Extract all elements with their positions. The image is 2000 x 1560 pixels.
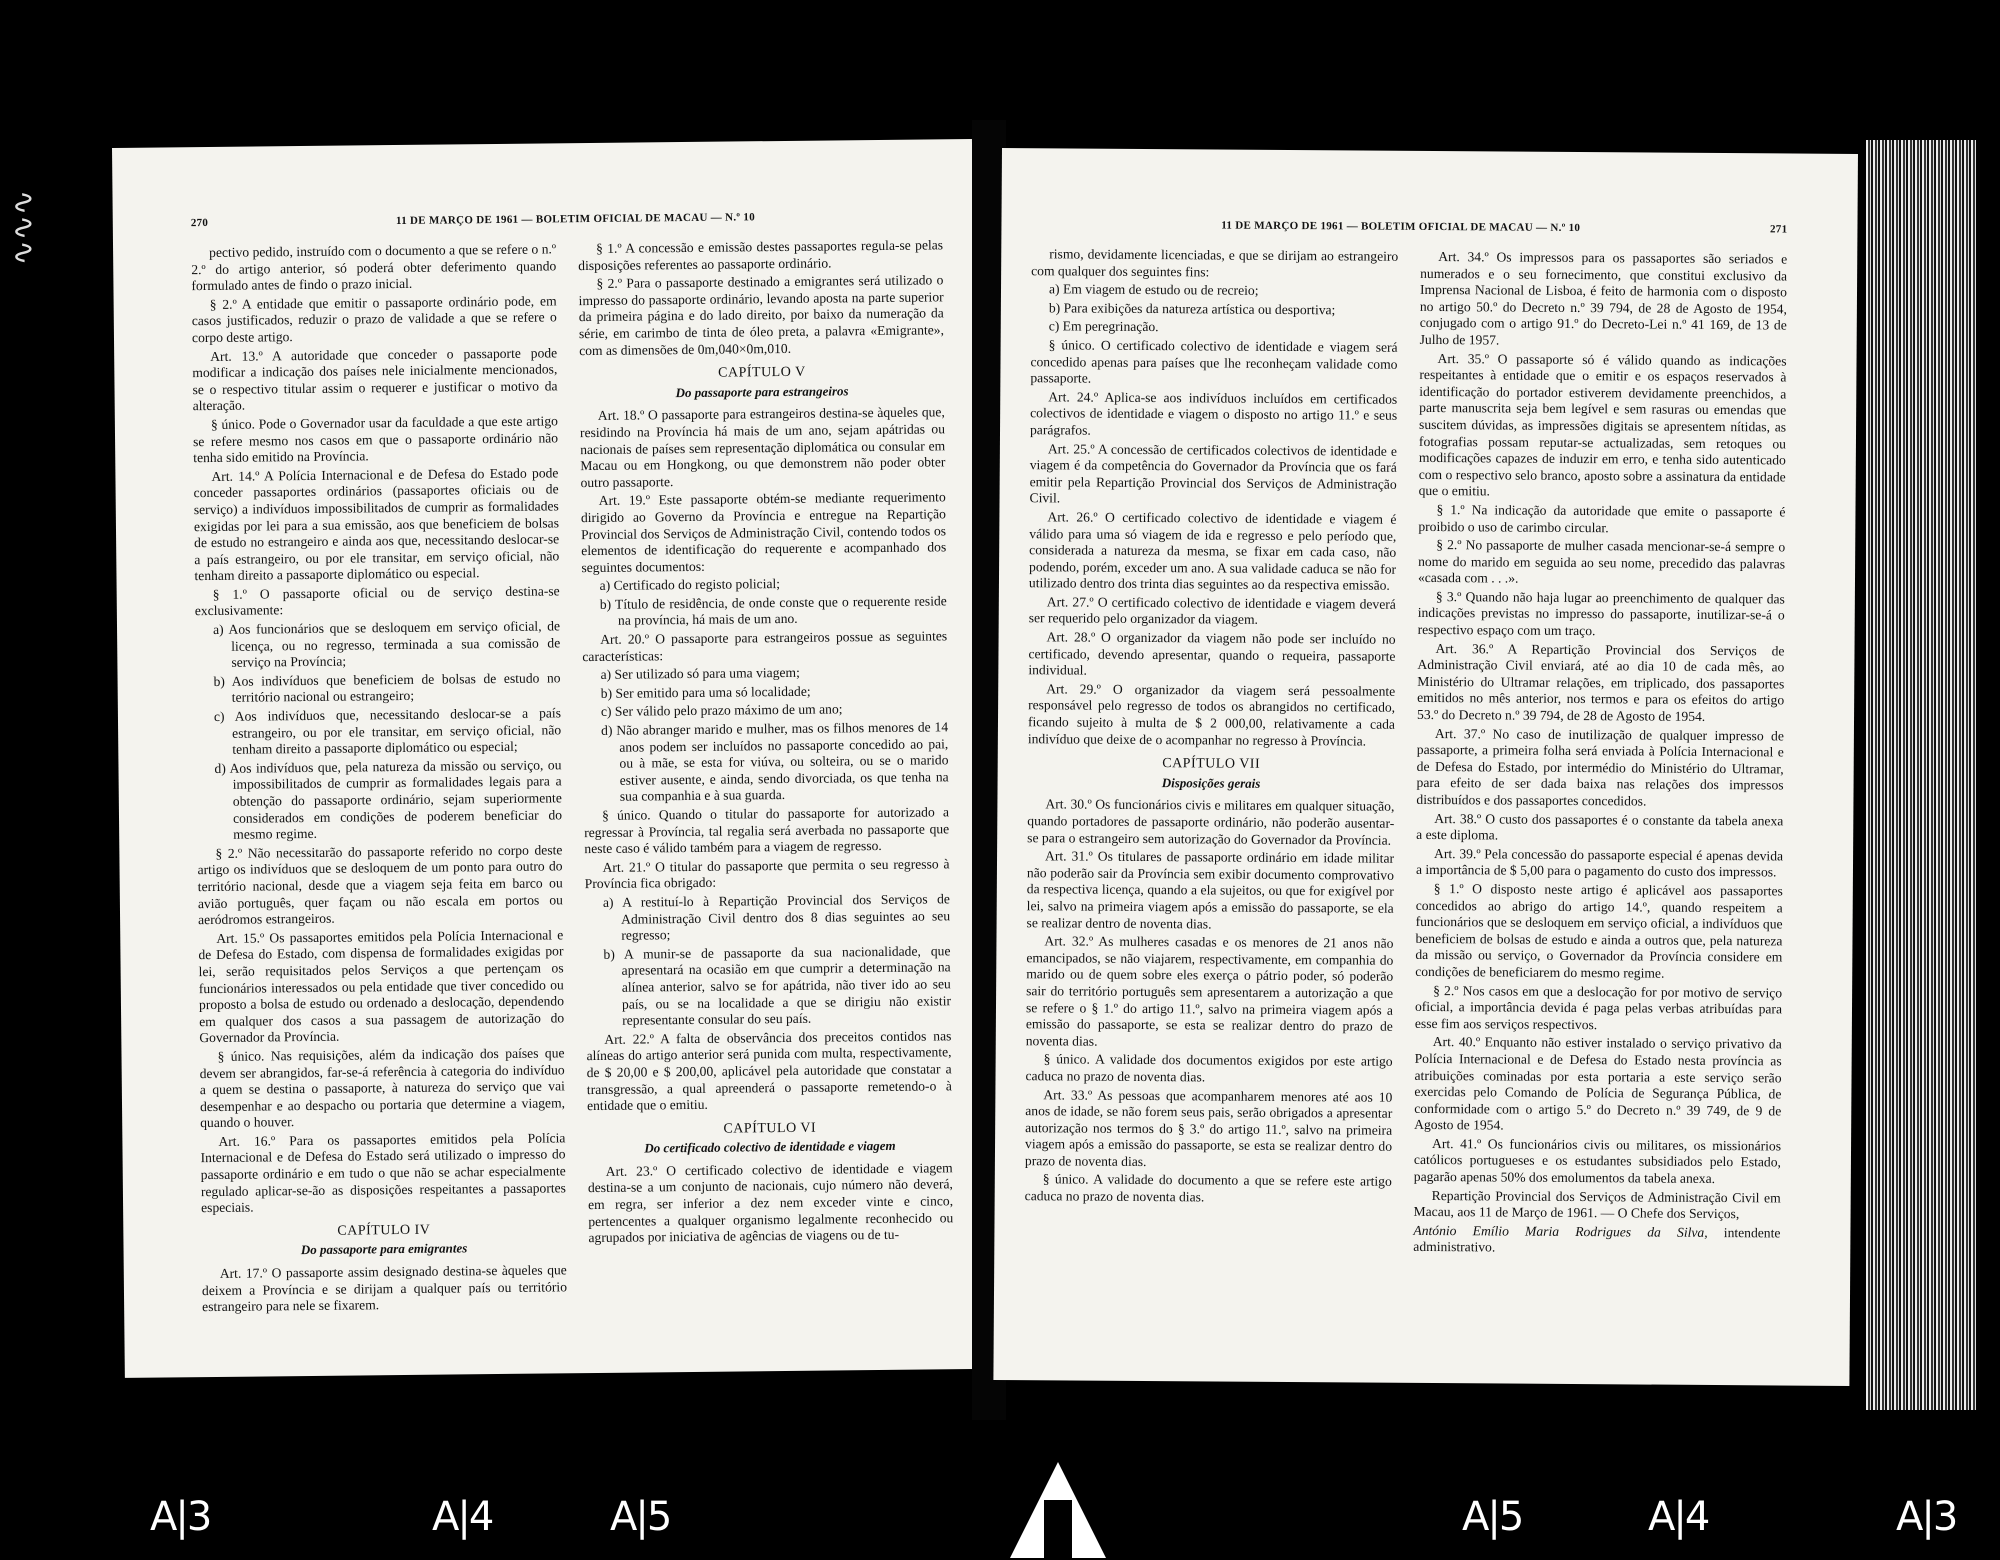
running-head-title: 11 DE MARÇO DE 1961 — BOLETIM OFICIAL DE MACAU — N.º 10 [395,211,756,228]
paragraph: c) Ser válido pelo prazo máximo de um ano; [600,701,843,720]
paragraph: § 1.º A concessão e emissão destes passaportes regula-se pelas disposições referentes ao passaporte ordinário. [578,237,944,273]
page-number: 271 [1769,223,1788,236]
paragraph: a) A restituí-lo à Repartição Provincial dos Serviços de Administração Civil dentro dos 8 dias seguintes ao seu regresso; [602,891,951,943]
paragraph: § 1.º O disposto neste artigo é aplicável aos passaportes concedidos ao abrigo do artigo 14.º, quando respeitem a funcionários que se desloquem em serviço oficial, a indivíduos que beneficiem de bolsas de estudo e ainda a outros que, pela natureza da missão ou serviço, o Governador da Província considere em condições de beneficiarem do mesmo regime. [1415,881,1783,981]
paragraph: Art. 31.º Os titulares de passaporte ordinário em idade militar não poderão sair da Província sem exibir documento comprovativo da respectiva licença, quando a ela sujeitos, ou que for exigível por lei, salvo na primeira viagem após a emissão do passaporte, se ela se realizar dentro de noventa dias. [1026,848,1395,932]
paragraph: Art. 38.º O custo dos passaportes é o constante da tabela anexa a este diploma. [1416,810,1784,843]
paragraph: pectivo pedido, instruído com o documento a que se refere o n.º 2.º do artigo anterior, só poderá obter deferimento quando formulado antes de findo o prazo inicial. [191,241,557,294]
paragraph: Art. 25.º A concessão de certificados colectivos de identidade e viagem é da competência do Governador da Província que os fará emitir pela Repartição Provincial dos Serviços de Administração Civil. [1029,440,1397,506]
film-marker: A|3 [1896,1494,1957,1540]
signature-name: António Emílio Maria Rodrigues da Silva, [1413,1222,1708,1240]
paragraph: Art. 29.º O organizador da viagem será pessoalmente responsável pelo regresso de todos os abrangidos no certificado, ficando sujeito à multa de $ 2 000,00, relativamente a cada indivíduo que deixe de o acompanhar no regresso à Província. [1027,681,1396,749]
paragraph: c) Em peregrinação. [1048,318,1159,335]
film-marker: A|3 [150,1494,211,1540]
running-head-title: 11 DE MARÇO DE 1961 — BOLETIM OFICIAL DE MACAU — N.º 10 [1221,219,1581,235]
chapter-6-title: CAPÍTULO VI [723,1120,817,1137]
paragraph: § 2.º Não necessitarão do passaporte referido no corpo deste artigo os indivíduos que se desloquem de um ponto para outro do território nacional, desde que a viagem seja feita em barco ou avião português, quer façam ou não escala em portos ou aeródromos estrangeiros. [197,842,563,928]
paragraph: § 3.º Quando não haja lugar ao preenchimento de qualquer das indicações previstas no impresso do passaporte, inutilizar-se-á o respectivo espaço com um traço. [1417,588,1785,639]
chapter-5-title: CAPÍTULO V [718,364,806,381]
paragraph: § único. Nas requisições, além da indicação dos países que devem ser abrangidos, far-se-á referência à categoria do indivíduo a quem se destina o passaporte, à natureza do serviço que vai desempenhar e ao despacho ou portaria que determine a viagem, quando o houver. [199,1045,566,1131]
paragraph: a) Em viagem de estudo ou de recreio; [1048,281,1259,298]
paragraph: § único. O certificado colectivo de identidade e viagem será concedido apenas para países que lhe reconheçam validade como passaporte. [1030,337,1398,386]
paragraph: Art. 40.º Enquanto não estiver instalado o serviço privativo da Polícia Internacional e de Defesa do Estado nesta província as atribuições cominadas por esta portaria a este serviço serão exercidas pelo Comando de Polícia de Segurança Pública, de conformidade com o artigo 5.º do Decreto n.º 39 749, de 9 de Agosto de 1954. [1414,1034,1782,1133]
paragraph: b) A munir-se de passaporte da sua nacionalidade, que apresentará na ocasião em que cumprir a determinação na alínea anterior, salvo se for apátrida, não tiver ido ao seu país, ou se na localidade a que se dirigiu não existir representante consular do seu país. [603,943,952,1028]
chapter-6-subtitle: Do certificado colectivo de identidade e viagem [644,1138,896,1156]
running-head [1031,218,1787,235]
paragraph: Art. 18.º O passaporte para estrangeiros destina-se àqueles que, residindo na Província há mais de um ano, sejam apátridas ou nacionais de países sem representação diplomática ou consular em Macau ou em Hongkong, ou que demonstrem não poder obter outro passaporte. [579,404,946,490]
column-1 [191,241,567,1318]
film-marker: A|4 [432,1494,493,1540]
paragraph: Art. 24.º Aplica-se aos indivíduos incluídos em certificados colectivos de identidade e viagem o disposto no artigo 11.º e seus parágrafos. [1029,389,1398,438]
paragraph: Art. 15.º Os passaportes emitidos pela Polícia Internacional e de Defesa do Estado, com dispensa de formalidades exigidas por lei, serão requisitados pelos Serviços a que pertençam os funcionários interessados ou pela entidade que tiver concedido ou proposto a bolsa de estudo ou ordenado a deslocação, dependendo em qualquer dos casos a sua passagem de autorização do Governador da Província. [198,927,565,1046]
paragraph: Art. 21.º O titular do passaporte que permita o seu regresso à Província fica obrigado: [584,856,950,892]
paragraph: § único. Quando o titular do passaporte for autorizado a regressar à Província, tal regalia será averbada no passaporte que neste caso é válido também para a viagem de regresso. [584,804,950,857]
signature-role: intendente administrativo. [1413,1224,1781,1255]
paragraph: § único. A validade do documento a que se refere este artigo caduca no prazo de noventa dias. [1024,1171,1392,1205]
chapter-5-subtitle: Do passaporte para estrangeiros [675,383,849,400]
paragraph: a) Aos funcionários que se desloquem em serviço oficial, de licença, ou no regresso, terminada a sua comissão de serviço na Província; [212,618,561,671]
paragraph: Art. 33.º As pessoas que acompanharem menores até aos 10 anos de idade, se não forem seus pais, serão obrigados a apresentar autorização nos termos do § 3.º do artigo 11.º, salvo na primeira viagem após a emissão do passaporte, se esta se realizar dentro do prazo de noventa dias. [1024,1086,1393,1169]
paragraph: Art. 19.º Este passaporte obtém-se mediante requerimento dirigido ao Governo da Província e entregue na Repartição Provincial dos Serviços de Administração Civil, contendo todos os elementos de identificação do requerente e acompanhado dos seguintes documentos: [580,489,947,575]
paragraph: a) Certificado do registo policial; [599,576,781,594]
paragraph: d) Não abranger marido e mulher, mas os filhos menores de 14 anos podem ser incluídos no passaporte concedido ao pai, ou à mãe, se esta for viúva, ou solteira, ou se o marido estiver ausente, e ainda, sendo divorciada, os que tenha na sua companhia e à sua guarda. [601,719,949,805]
paragraph: rismo, devidamente licenciadas, e que se dirijam ao estrangeiro com qualquer dos seguintes fins: [1031,246,1399,280]
paragraph: Art. 20.º O passaporte para estrangeiros possue as seguintes características: [582,628,948,664]
paragraph: § 2.º No passaporte de mulher casada mencionar-se-á sempre o nome do marido em seguida ao seu nome, precedido das palavras «casada com . . .». [1417,537,1786,586]
paragraph: Art. 17.º O passaporte assim designado destina-se àqueles que deixem a Província e se dirijam a qualquer país ou território estrangeiro para nele se fixarem. [201,1262,568,1315]
page-number: 270 [190,216,209,230]
book-page-edges [1866,140,1976,1410]
margin-scribble: ∿∿∿ [6,190,41,266]
paragraph: Art. 26.º O certificado colectivo de identidade e viagem é válido para uma só viagem de ida e regresso e pelo período que, considerada a natureza da mesma, se fixar em cada caso, não podendo, porém, exceder um ano. A sua validade caduca se não for utilizado dentro dos trinta dias seguintes ao da respectiva emissão. [1028,509,1397,593]
column-1 [1024,246,1398,1258]
chapter-7-subtitle: Disposições gerais [1161,774,1261,791]
paragraph: Art. 30.º Os funcionários civis e militares em qualquer situação, quando portadores de passaporte ordinário, não poderão ausentar-se para o estrangeiro sem autorização do Governador da Província. [1027,796,1395,848]
paragraph: d) Aos indivíduos que, pela natureza da missão ou serviço, ou impossibilitados de cumprir as formalidades legais para a obtenção do passaporte ordinário, sejam superiormente considerados em condições de poderem beneficiar do mesmo regime. [214,757,563,842]
paragraph: c) Aos indivíduos que, necessitando deslocar-se a país estrangeiro, ou por ele transitar, em serviço oficial, não tenham direito a passaporte diplomático ou especial; [213,705,562,757]
paragraph: § 2.º A entidade que emitir o passaporte ordinário pode, em casos justificados, reduzir o prazo de validade a que se refere o corpo deste artigo. [191,293,557,346]
paragraph: Art. 36.º A Repartição Provincial dos Serviços de Administração Civil enviará, até ao dia 10 de cada mês, ao Ministério do Ultramar relações, em triplicado, dos passaportes emitidos no mês anterior, nos termos e para os efeitos do artigo 53.º do Decreto n.º 39 794, de 28 de Agosto de 1954. [1417,640,1785,724]
paragraph: b) Ser emitido para uma só localidade; [600,683,811,701]
left-page [112,139,985,1378]
paragraph: § único. Pode o Governador usar da faculdade a que este artigo se refere mesmo nos casos em que o passaporte ordinário não tenha sido emitido na Província. [192,413,559,466]
right-page [993,148,1858,1386]
paragraph: Art. 39.º Pela concessão do passaporte especial é apenas devida a importância de $ 5,00 para o pagamento do custo dos impressos. [1415,845,1784,880]
paragraph: Art. 28.º O organizador da viagem não pode ser incluído no certificado, devendo apresentar, quando o requeira, passaporte individual. [1028,629,1396,678]
paragraph: Art. 27.º O certificado colectivo de identidade e viagem deverá ser requerido pelo organizador da viagem. [1028,594,1396,628]
paragraph: b) Aos indivíduos que beneficiem de bolsas de estudo no território nacional ou estrangeiro; [213,670,561,706]
chapter-4-title: CAPÍTULO IV [337,1222,431,1239]
paragraph: Art. 32.º As mulheres casadas e os menores de 21 anos não emancipados, se não viajarem, respectivamente, em companhia do marido ou de quem sobre eles exerça o pátrio poder, só poderão sair do território português sem apresentarem a autorização a que se refere o § 1.º do artigo 11.º, salvo na primeira viagem após a emissão do passaporte, se esta se realizar dentro do prazo de noventa dias. [1025,933,1394,1049]
paragraph: b) Título de residência, de onde conste que o requerente reside na província, há mais de um ano. [599,593,947,629]
paragraph: Art. 41.º Os funcionários civis ou militares, os missionários católicos portugueses e os estudantes subsidiados pelo Estado, pagarão apenas 50% dos emolumentos da tabela anexa. [1413,1135,1782,1187]
film-marker: A|5 [1462,1494,1523,1540]
paragraph: § único. A validade dos documentos exigidos por este artigo caduca no prazo de noventa dias. [1025,1051,1393,1085]
paragraph: § 1.º O passaporte oficial ou de serviço destina-se exclusivamente: [194,583,560,619]
paragraph: Repartição Provincial dos Serviços de Administração Civil em Macau, aos 11 de Março de 1961. — O Chefe dos Serviços, [1413,1187,1781,1222]
paragraph: Art. 35.º O passaporte só é válido quando as indicações respeitantes à entidade que o emitir e os espaços reservados à identificação do portador estiverem devidamente preenchidos, a parte manuscrita seja bem legível e sem rasuras ou emendas que suscitem dúvidas, as impressões digitais se apresentem nítidas, as fotografias possam reputar-se actualizadas, sem retoques ou modificações capazes de induzir em erro, e tenha sido autenticado com o respectivo selo branco, aposto sobre a assinatura da entidade que o emitiu. [1418,350,1787,499]
paragraph: a) Ser utilizado só para uma viagem; [600,665,800,683]
chapter-4-subtitle: Do passaporte para emigrantes [300,1240,468,1258]
running-head [191,209,943,229]
paragraph: § 1.º Na indicação da autoridade que emite o passaporte é proibido o uso de carimbo circular. [1418,501,1786,535]
paragraph: Art. 22.º A falta de observância dos preceitos contidos nas alíneas do artigo anterior será punida com multa, respectivamente, de $ 20,00 e $ 200,00, aplicável pela autoridade que constatar a transgressão, a qual apreenderá o passaporte remetendo-o à entidade que o emitiu. [586,1027,952,1114]
film-marker: A|5 [610,1494,671,1540]
paragraph: Art. 13.º A autoridade que conceder o passaporte pode modificar a indicação dos países nele inicialmente mencionados, se o respectivo titular assim o requerer e justificar o motivo da alteração. [192,344,558,414]
column-2 [1413,249,1787,1261]
paragraph: Art. 23.º O certificado colectivo de identidade e viagem destina-se a um conjunto de nacionais, cujo número não deverá, em regra, ser inferior a dez nem exceder vinte e cinco, pertencentes a qualquer organismo legalmente reconhecido ou agrupados por iniciativa de agências de viagens ou de tu- [587,1160,954,1246]
paragraph: Art. 14.º A Polícia Internacional e de Defesa do Estado pode conceder passaportes ordinários (passaportes oficiais ou de serviço) a indivíduos impossibilitados de cumprir as formalidades exigidas por lei para a sua emissão, aos que beneficiem de bolsas de estudo no estrangeiro e ainda aos que, necessitando deslocar-se a país estrangeiro, ou por ele transitar, em serviço oficial, não tenham direito a passaporte diplomático ou especial. [193,465,560,584]
column-2 [578,237,954,1314]
film-marker: A|4 [1648,1494,1709,1540]
chapter-7-title: CAPÍTULO VII [1162,756,1261,773]
paragraph: Art. 37.º No caso de inutilização de qualquer impresso de passaporte, a primeira folha será enviada à Polícia Internacional e de Defesa do Estado, por intermédio do Ministério do Ultramar, para efeito de ser dada baixa nas relações dos impressos distribuídos e dos passaportes concedidos. [1416,725,1784,809]
paragraph: Art. 34.º Os impressos para os passaportes são seriados e numerados e o seu fornecimento, que constitui exclusivo da Imprensa Nacional de Lisboa, é feito de harmonia com o disposto no artigo 50.º do Decreto n.º 39 794, de 28 de Agosto de 1954, conjugado com o artigo 91.º do Decreto-Lei n.º 41 169, de 13 de Julho de 1957. [1419,249,1788,348]
paragraph: § 2.º Nos casos em que a deslocação for por motivo de serviço oficial, a importância devida é paga pelas verbas atribuídas para esse fim aos serviços respectivos. [1414,982,1783,1032]
paragraph: b) Para exibições da natureza artística ou desportiva; [1048,300,1336,318]
paragraph: § 2.º Para o passaporte destinado a emigrantes será utilizado o impresso do passaporte ordinário, levando aposta na parte superior da primeira página e do lado direito, por baixo da numeração da série, em carimbo de tinta de óleo preta, a palavra «Emigrante», com as dimensões de 0m,040×0m,010. [578,272,945,358]
paragraph: Art. 16.º Para os passaportes emitidos pela Polícia Internacional e de Defesa do Estado será utilizado o impresso do passaporte ordinário e em tudo o que não se achar especialmente regulado aplicar-se-ão as disposições respeitantes a passaportes especiais. [200,1130,566,1216]
